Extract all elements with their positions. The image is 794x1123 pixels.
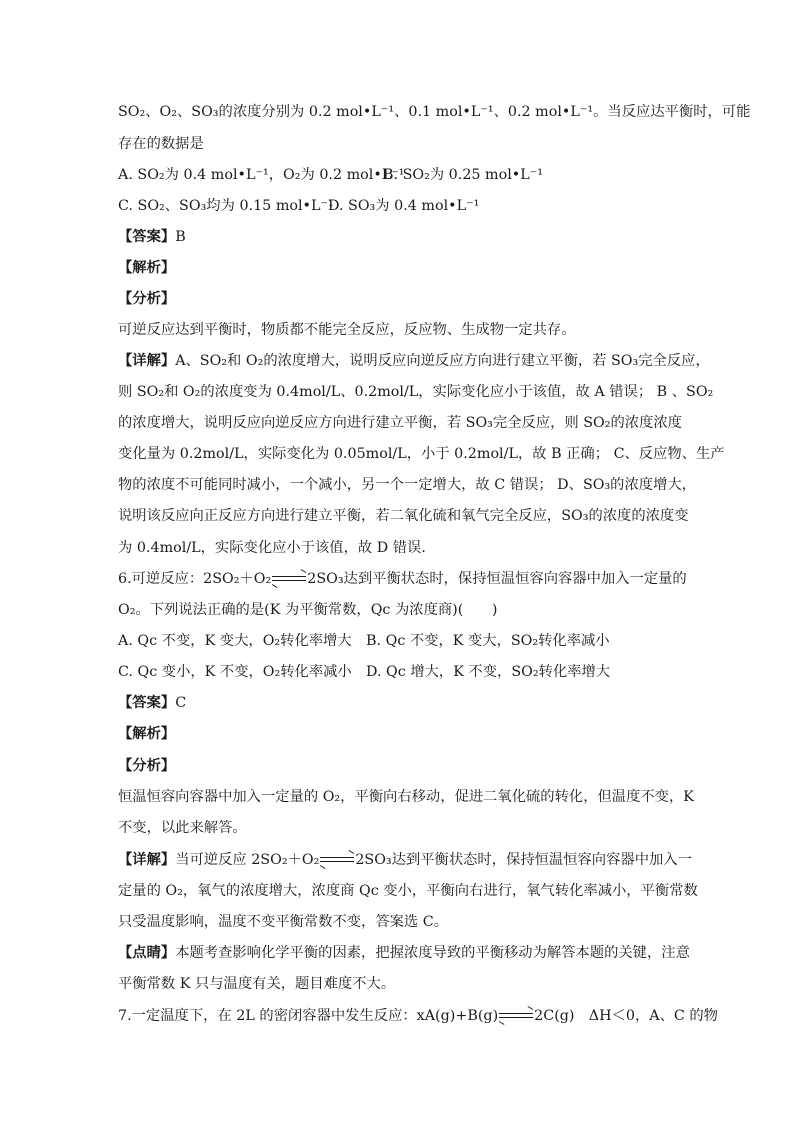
answer-tag: 【答案】 xyxy=(118,229,176,245)
q6-jiexi-tag: 【解析】 xyxy=(118,726,176,742)
equilibrium-arrow-icon xyxy=(320,855,354,865)
q6-option-a: A. Qc 不变，K 变大，O₂转化率增大 xyxy=(118,633,352,649)
q5-detail-line-5: 物的浓度不可能同时减小，一个减小，另一个一定增大，故 C 错误； D、SO₃的浓度增大， xyxy=(118,477,696,493)
q6-option-c: C. Qc 变小，K 不变，O₂转化率减小 xyxy=(118,664,352,680)
detail-tag: 【详解】 xyxy=(118,353,176,369)
q6-stem-part-b: 2SO₃达到平衡状态时，保持恒温恒容向容器中加入一定量的 xyxy=(307,571,687,587)
q5-options-row-1 xyxy=(118,165,544,185)
q5-detail-line-1 xyxy=(118,351,710,371)
q5-fenxi-text: 可逆反应达到平衡时，物质都不能完全反应，反应物、生成物一定共存。 xyxy=(118,322,576,338)
q5-detail-line-6: 说明该反应向正反应方向进行建立平衡，若二氧化硫和氧气完全反应，SO₃的浓度的浓度变 xyxy=(118,508,689,524)
q6-option-b: B. Qc 不变，K 变大，SO₂转化率减小 xyxy=(366,633,610,649)
q6-fenxi-tag: 【分析】 xyxy=(118,758,176,774)
q6-options-row-1 xyxy=(118,631,610,651)
q6-stem-line-2: O₂。下列说法正确的是(K 为平衡常数，Qc 为浓度商)( ) xyxy=(118,602,498,618)
equilibrium-arrow-icon xyxy=(272,574,306,584)
answer-value: B xyxy=(175,229,186,245)
q5-jiexi-tag: 【解析】 xyxy=(118,260,176,276)
q5-answer xyxy=(118,227,186,247)
q5-option-c: C. SO₂、SO₃均为 0.15 mol•L⁻¹ xyxy=(118,198,334,214)
q5-detail-line-4: 变化量为 0.2mol/L，实际变化为 0.05mol/L，小于 0.2mol/L，故 B 正确； C、反应物、生产 xyxy=(118,446,725,462)
q5-detail-line-2: 则 SO₂和 O₂的浓度变为 0.4mol/L、0.2mol/L，实际变化应小于该值，故 A 错误； B 、SO₂ xyxy=(118,384,714,400)
q6-fenxi-line-1: 恒温恒容向容器中加入一定量的 O₂，平衡向右移动，促进二氧化硫的转化，但温度不变，K xyxy=(118,789,694,805)
q5-fenxi-tag: 【分析】 xyxy=(118,291,176,307)
detail-text-a: 当可逆反应 2SO₂＋O₂ xyxy=(175,852,320,868)
q6-detail-line-2: 定量的 O₂，氧气的浓度增大，浓度商 Qc 变小，平衡向右进行，氧气转化率减小，平衡常数 xyxy=(118,883,698,899)
q6-detail-line-1 xyxy=(118,850,692,870)
q5-stem-line-2: 存在的数据是 xyxy=(118,136,204,152)
q5-stem-line-1: SO₂、O₂、SO₃的浓度分别为 0.2 mol•L⁻¹、0.1 mol•L⁻¹、0.2 mol•L⁻¹。当反应达平衡时，可能 xyxy=(118,104,751,120)
q5-options-row-2 xyxy=(118,196,480,216)
q5-option-a: A. SO₂为 0.4 mol•L⁻¹，O₂为 0.2 mol•L⁻¹ xyxy=(118,167,405,183)
dianjing-tag: 【点睛】 xyxy=(118,945,176,961)
q6-options-row-2 xyxy=(118,662,611,682)
q5-option-b: B. SO₂为 0.25 mol•L⁻¹ xyxy=(383,167,544,183)
q7-stem-part-a: 7.一定温度下，在 2L 的密闭容器中发生反应：xA(g)+B(g) xyxy=(118,1008,499,1024)
answer-value: C xyxy=(175,695,187,711)
q6-stem-part-a: 6.可逆反应：2SO₂＋O₂ xyxy=(118,571,272,587)
detail-text-b: 2SO₃达到平衡状态时，保持恒温恒容向容器中加入一 xyxy=(355,852,692,868)
q6-dianjing-line-1 xyxy=(118,943,690,963)
detail-text: A、SO₂和 O₂的浓度增大，说明反应向逆反应方向进行建立平衡，若 SO₃完全反应， xyxy=(175,353,710,369)
q6-detail-line-3: 只受温度影响，温度不变平衡常数不变，答案选 C。 xyxy=(118,914,449,930)
dianjing-text: 本题考查影响化学平衡的因素，把握浓度导致的平衡移动为解答本题的关键，注意 xyxy=(175,945,690,961)
q5-option-d: D. SO₃为 0.4 mol•L⁻¹ xyxy=(328,198,480,214)
q6-answer xyxy=(118,693,186,713)
q6-option-d: D. Qc 增大，K 不变，SO₂转化率增大 xyxy=(366,664,611,680)
q6-fenxi-line-2: 不变，以此来解答。 xyxy=(118,820,247,836)
q6-dianjing-line-2: 平衡常数 K 只与温度有关，题目难度不大。 xyxy=(118,976,396,992)
q7-stem-line-1 xyxy=(118,1006,718,1026)
detail-tag: 【详解】 xyxy=(118,852,176,868)
q7-stem-part-b: 2C(g) ΔH＜0，A、C 的物 xyxy=(534,1008,718,1024)
q6-stem-line-1 xyxy=(118,569,687,589)
equilibrium-arrow-icon xyxy=(499,1011,533,1021)
answer-tag: 【答案】 xyxy=(118,695,176,711)
q5-detail-line-3: 的浓度增大，说明反应向逆反应方向进行建立平衡，若 SO₃完全反应，则 SO₂的浓度浓度 xyxy=(118,415,682,431)
q5-detail-line-7: 为 0.4mol/L，实际变化应小于该值，故 D 错误． xyxy=(118,540,436,556)
